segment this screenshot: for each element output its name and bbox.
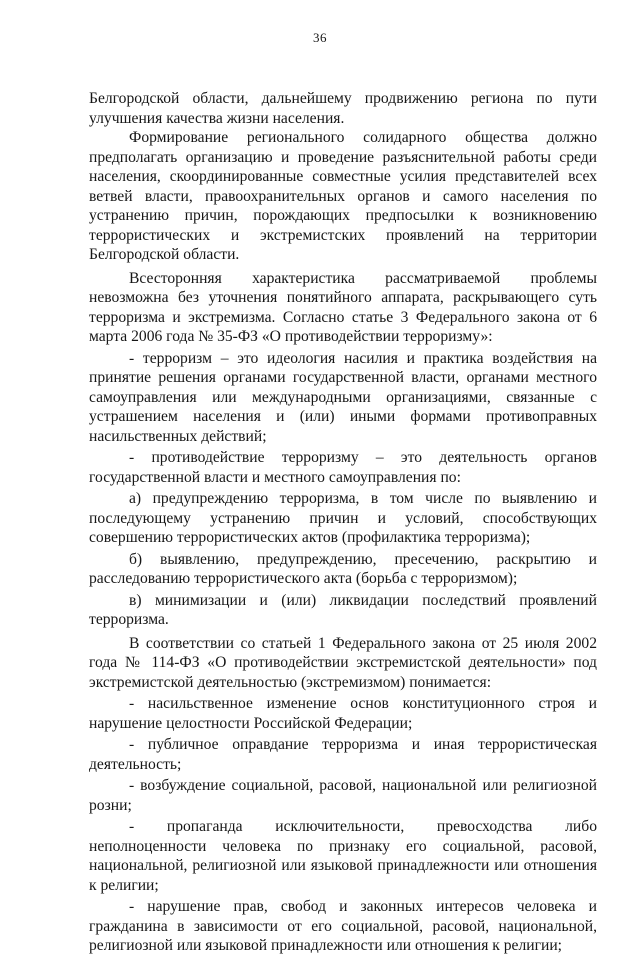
extremism-item-incitement: - возбуждение социальной, расовой, национальной или религиозной розни; — [89, 777, 597, 814]
extremism-item-constitution: - насильственное изменение основ конституционного строя и нарушение целостности Российской Федерации; — [89, 695, 597, 732]
paragraph-definitions-intro: Всесторонняя характеристика рассматриваемой проблемы невозможна без уточнения понятийного аппарата, раскрывающего суть терроризма и экстремизма. Согласно статье 3 Федерального закона от 6 марта 2006 года № 35-ФЗ «О противодействии терроризму»: — [89, 269, 597, 345]
definition-counter-terrorism: - противодействие терроризму – это деятельность органов государственной власти и местного самоуправления по: — [89, 449, 597, 486]
extremism-item-rights-violation: - нарушение прав, свобод и законных интересов человека и гражданина в зависимости от его социальной, расовой, национальной, религиозной или языковой принадлежности или отношения к религии; — [89, 898, 597, 954]
paragraph-extremism-law: В соответствии со статьей 1 Федерального закона от 25 июля 2002 года № 114-ФЗ «О противодействии экстремистской деятельности» под экстремистской деятельностью (экстремизмом) понимается: — [89, 634, 597, 691]
page-number: 36 — [313, 30, 327, 45]
document-body — [89, 89, 597, 956]
definition-terrorism: - терроризм – это идеология насилия и практика воздействия на принятие решения органами государственной власти, органами местного самоуправления или международными организациями, связанные с устрашением населения и (или) иными формами противоправных насильственных действий; — [89, 349, 597, 445]
list-item-c: в) минимизации и (или) ликвидации последствий проявлений терроризма. — [89, 591, 597, 628]
list-item-b: б) выявлению, предупреждению, пресечению, раскрытию и расследованию террористического акта (борьба с терроризмом); — [89, 550, 597, 587]
extremism-item-propaganda: - пропаганда исключительности, превосходства либо неполноценности человека по признаку его социальной, расовой, национальной, религиозной или языковой принадлежности или отношения к религии; — [89, 818, 597, 894]
paragraph-solidarity-society: Формирование регионального солидарного общества должно предполагать организацию и проведение разъяснительной работы среди населения, скоординированные совместные усилия представителей всех ветвей власти, правоохранительных органов и самого населения по устранению причин, порождающих предпосылки к возникновению террористических и экстремистских проявлений на территории Белгородской области. — [89, 129, 597, 263]
paragraph-intro-continuation: Белгородской области, дальнейшему продвижению региона по пути улучшения качества жизни населения. — [89, 90, 597, 127]
extremism-item-justification: - публичное оправдание терроризма и иная террористическая деятельность; — [89, 736, 597, 773]
list-item-a: а) предупреждению терроризма, в том числе по выявлению и последующему устранению причин и условий, способствующих совершению террористических актов (профилактика терроризма); — [89, 490, 597, 546]
